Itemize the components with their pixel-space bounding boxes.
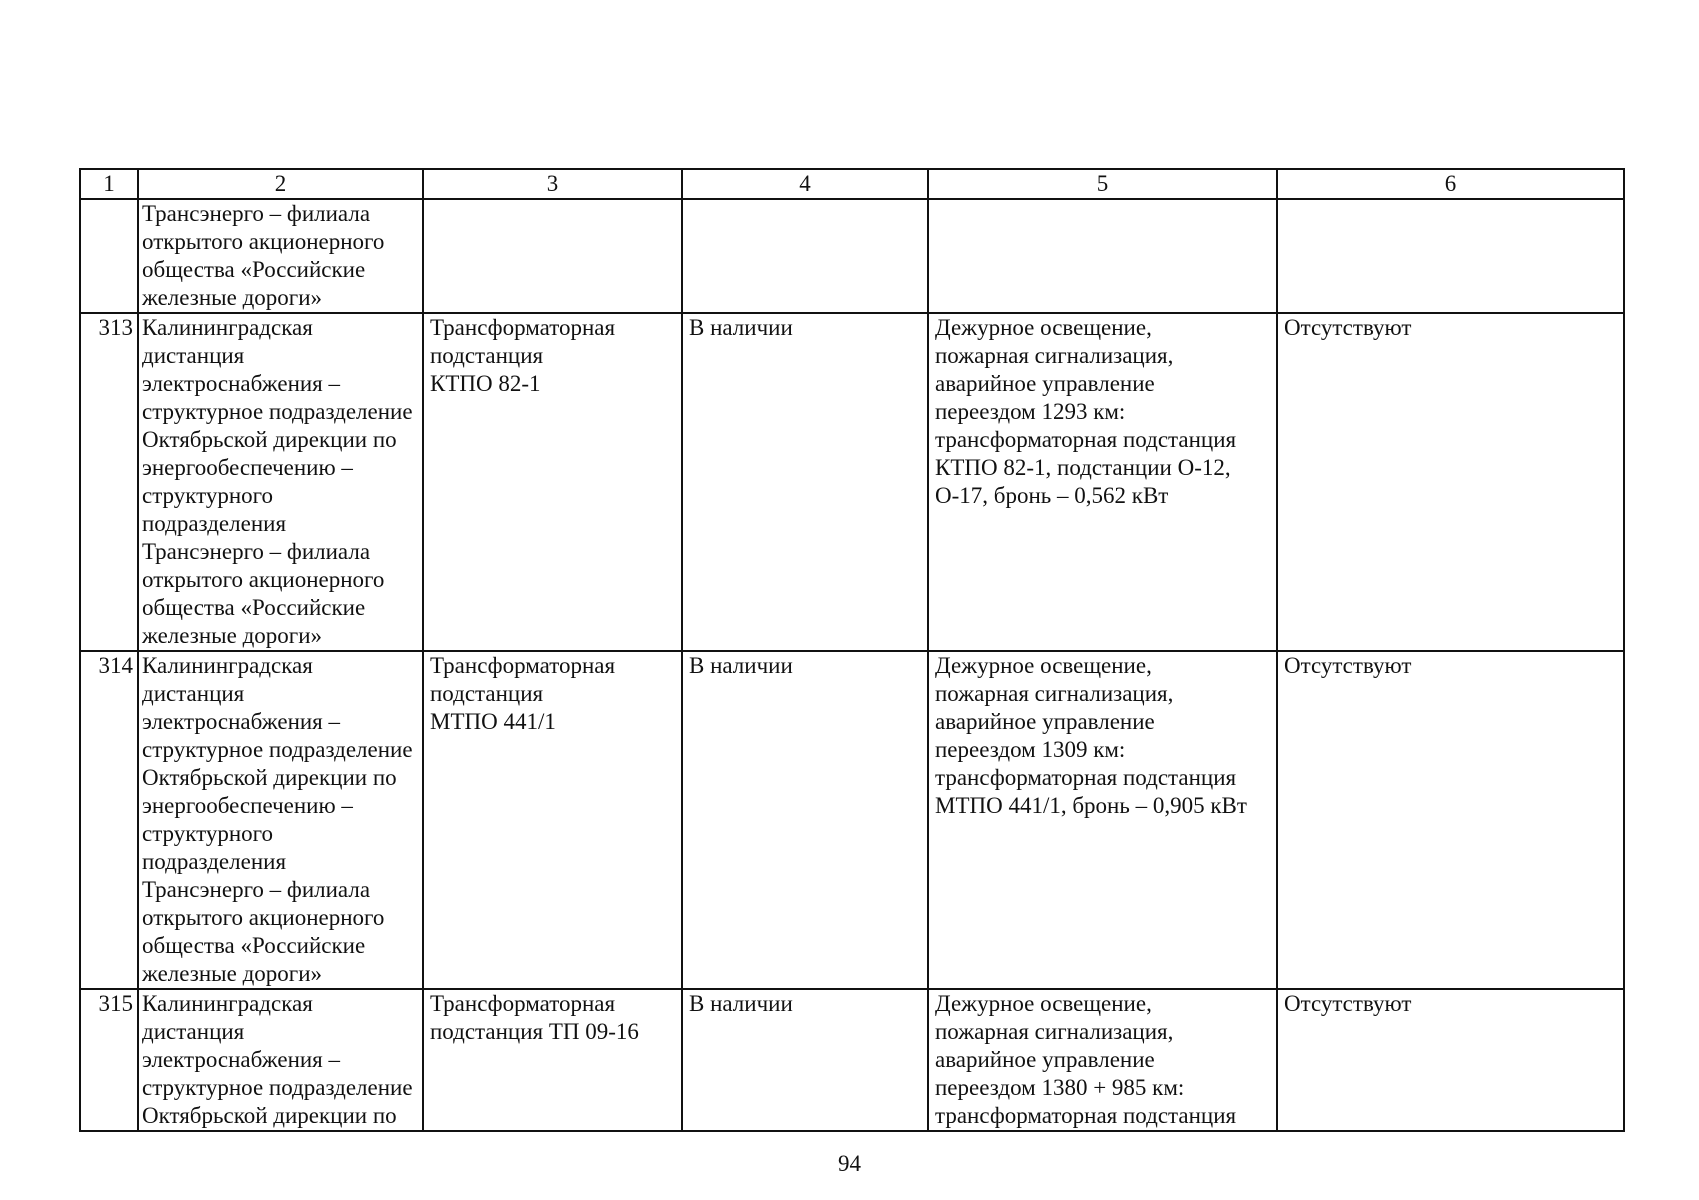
organization-cell: Калининградская дистанция электроснабжения – структурное подразделение Октябрьской дирекции по (138, 989, 423, 1131)
consumers-cell: Дежурное освещение, пожарная сигнализация, аварийное управление переездом 1309 км: трансформаторная подстанция МТПО 441/1, бронь – 0,905 кВт (928, 651, 1277, 989)
availability-cell: В наличии (682, 651, 928, 989)
table-header-row (80, 169, 1624, 199)
table-row (80, 989, 1624, 1131)
consumers-cell: Дежурное освещение, пожарная сигнализация, аварийное управление переездом 1293 км: трансформаторная подстанция КТПО 82-1, подстанции О-12, О-17, бронь – 0,562 кВт (928, 313, 1277, 651)
consumers-cell: Дежурное освещение, пожарная сигнализация, аварийное управление переездом 1380 + 985 км: трансформаторная подстанция (928, 989, 1277, 1131)
column-header-6: 6 (1277, 169, 1624, 199)
column-header-4: 4 (682, 169, 928, 199)
notes-cell: Отсутствуют (1277, 651, 1624, 989)
row-number: 314 (80, 651, 138, 989)
column-header-3: 3 (423, 169, 682, 199)
notes-cell: Отсутствуют (1277, 989, 1624, 1131)
availability-cell (682, 199, 928, 313)
object-cell: Трансформаторная подстанция МТПО 441/1 (423, 651, 682, 989)
object-cell: Трансформаторная подстанция ТП 09-16 (423, 989, 682, 1131)
table-row (80, 313, 1624, 651)
document-table (79, 168, 1625, 1132)
object-cell: Трансформаторная подстанция КТПО 82-1 (423, 313, 682, 651)
column-header-1: 1 (80, 169, 138, 199)
table-row (80, 651, 1624, 989)
column-header-5: 5 (928, 169, 1277, 199)
notes-cell (1277, 199, 1624, 313)
availability-cell: В наличии (682, 313, 928, 651)
availability-cell: В наличии (682, 989, 928, 1131)
organization-cell: Трансэнерго – филиала открытого акционерного общества «Российские железные дороги» (138, 199, 423, 313)
row-number: 315 (80, 989, 138, 1131)
table-row (80, 199, 1624, 313)
row-number (80, 199, 138, 313)
object-cell (423, 199, 682, 313)
page-number: 94 (838, 1151, 861, 1176)
notes-cell: Отсутствуют (1277, 313, 1624, 651)
column-header-2: 2 (138, 169, 423, 199)
organization-cell: Калининградская дистанция электроснабжения – структурное подразделение Октябрьской дирекции по энергообеспечению – структурного подразделения Трансэнерго – филиала открытого акционерного общества «Российские железные дороги» (138, 313, 423, 651)
consumers-cell (928, 199, 1277, 313)
row-number: 313 (80, 313, 138, 651)
organization-cell: Калининградская дистанция электроснабжения – структурное подразделение Октябрьской дирекции по энергообеспечению – структурного подразделения Трансэнерго – филиала открытого акционерного общества «Российские железные дороги» (138, 651, 423, 989)
